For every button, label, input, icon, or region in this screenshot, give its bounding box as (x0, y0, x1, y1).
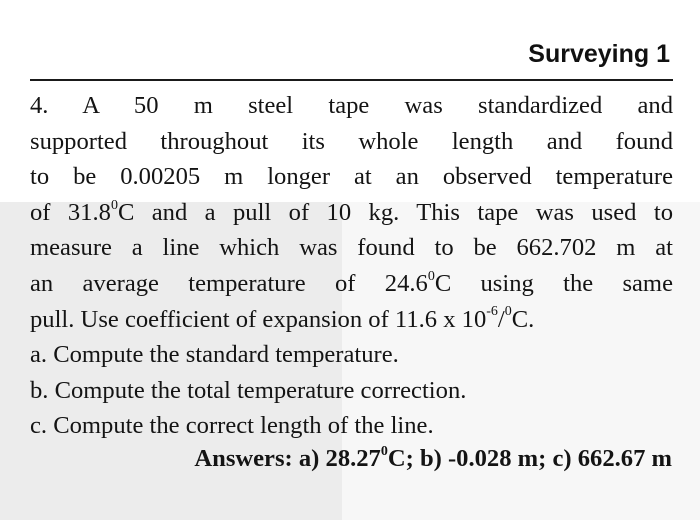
problem-line-6-head: an average temperature of 24.6 (30, 269, 428, 297)
problem-line-7 (30, 302, 673, 338)
problem-line-5: measure a line which was found to be 662.702 m at (30, 234, 673, 262)
problem-line-1: 4. A 50 m steel tape was standardized and (30, 92, 673, 119)
problem-line-6-tail: C using the same (434, 269, 673, 297)
problem-line-4 (30, 195, 673, 231)
exponent: -6 (486, 304, 498, 320)
problem-line-2: supported throughout its whole length and found (30, 127, 673, 155)
question-b: b. Compute the total temperature correction. (30, 376, 467, 404)
answers-line (0, 445, 672, 473)
degree-mark: 0 (504, 304, 512, 320)
degree-mark: 0 (380, 443, 388, 459)
problem-line-4-head: of 31.8 (30, 198, 111, 226)
answers-tail: C; b) -0.028 m; c) 662.67 m (387, 445, 672, 472)
degree-mark: 0 (110, 197, 118, 213)
problem-statement (30, 88, 673, 444)
header-divider (30, 79, 673, 81)
problem-line-7-tail: C. (511, 305, 535, 333)
problem-line-6 (30, 266, 673, 302)
answers-label: Answers: a) 28.27 (194, 445, 381, 472)
slash: / (497, 305, 505, 333)
problem-line-3: to be 0.00205 m longer at an observed temperature (30, 163, 673, 191)
page-header-title: Surveying 1 (528, 40, 670, 68)
problem-line-4-tail: C and a pull of 10 kg. This tape was used to (117, 198, 673, 226)
question-c: c. Compute the correct length of the line. (30, 412, 434, 440)
question-a: a. Compute the standard temperature. (30, 341, 399, 369)
problem-line-7-head: pull. Use coefficient of expansion of 11.6 x 10 (30, 305, 487, 333)
degree-mark: 0 (427, 268, 435, 284)
